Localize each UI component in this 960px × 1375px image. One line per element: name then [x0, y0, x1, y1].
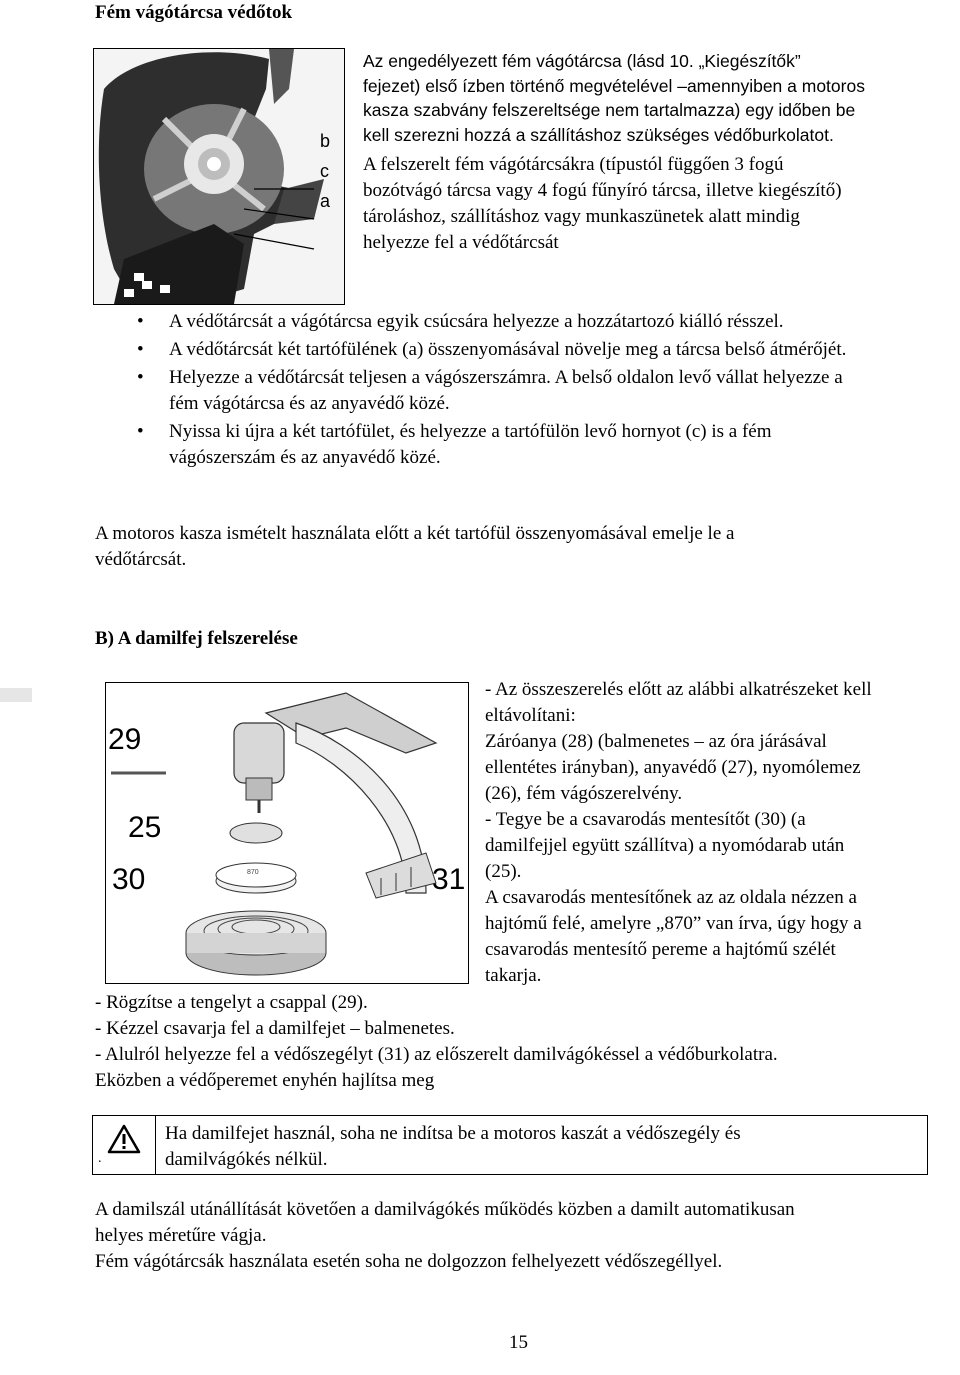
- closing-line: védőtárcsát.: [95, 549, 187, 570]
- instr-line: - Tegye be a csavarodás mentesítőt (30) (a: [485, 809, 806, 830]
- warning-line: damilvágókés nélkül.: [165, 1149, 328, 1170]
- instr-line: hajtómű felé, amelyre „870” van írva, úgy hogy a: [485, 913, 862, 934]
- instr-line: - Az összeszerelés előtt az alábbi alkatrészeket kell: [485, 679, 872, 700]
- final-line: Fém vágótárcsák használata esetén soha ne dolgozzon felhelyezett védőszegéllyel.: [95, 1251, 723, 1272]
- label-a: a: [320, 191, 331, 211]
- blade-guard-illustration: [94, 49, 344, 304]
- label-30: 30: [112, 863, 146, 896]
- step-line: - Rögzítse a tengelyt a csappal (29).: [95, 992, 368, 1013]
- label-c: c: [320, 161, 329, 181]
- instr-line: csavarodás mentesítő pereme a hajtómű szélét: [485, 939, 836, 960]
- step-line: - Kézzel csavarja fel a damilfejet – balmenetes.: [95, 1018, 455, 1039]
- bullet-item: • Helyezze a védőtárcsát teljesen a vágószerszámra. A belső oldalon levő vállat helyezze a fém vágótárcsa és az anyavédő közé.: [95, 365, 875, 417]
- para-line: A felszerelt fém vágótárcsákra (típustól függően 3 fogú: [363, 154, 784, 175]
- bullet-item: • A védőtárcsát a vágótárcsa egyik csúcsára helyezze a hozzátartozó kiálló résszel.: [95, 309, 875, 335]
- label-29: 29: [108, 723, 142, 756]
- margin-marker: [0, 688, 32, 702]
- intro-line: Az engedélyezett fém vágótárcsa (lásd 10. „Kiegészítők”: [363, 51, 801, 71]
- bullet-item: • A védőtárcsát két tartófülének (a) összenyomásával növelje meg a tárcsa belső átmérőjét.: [95, 337, 875, 363]
- final-paragraph: [95, 1197, 950, 1275]
- intro-line: kasza szabvány felszereltsége nem tartalmazza) egy időben be: [363, 100, 856, 120]
- instr-line: ellentétes irányban), anyavédő (27), nyomólemez: [485, 757, 861, 778]
- label-b: b: [320, 131, 331, 151]
- label-870: 870: [247, 869, 259, 876]
- instr-line: eltávolítani:: [485, 705, 576, 726]
- step-line: - Alulról helyezze fel a védőszegélyt (31) az előszerelt damilvágókéssel a védőburkolatra.: [95, 1044, 778, 1065]
- instr-line: damilfejjel együtt szállítva) a nyomódarab után: [485, 835, 845, 856]
- closing-paragraph: [95, 521, 945, 573]
- instr-line: takarja.: [485, 965, 542, 986]
- para-line: helyezze fel a védőtárcsát: [363, 232, 559, 253]
- final-line: A damilszál utánállítását követően a damilvágókés működés közben a damilt automatikusan: [95, 1199, 795, 1220]
- assembly-instructions: [485, 677, 946, 989]
- warning-line: Ha damilfejet használ, soha ne indítsa be a motoros kaszát a védőszegély és: [165, 1123, 741, 1144]
- blade-guard-photo: [93, 48, 345, 305]
- warning-text: [165, 1121, 920, 1173]
- section-title-metal-blade-guard: Fém vágótárcsa védőtok: [95, 2, 293, 23]
- instr-line: A csavarodás mentesítőnek az az oldala nézzen a: [485, 887, 857, 908]
- para-line: bozótvágó tárcsa vagy 4 fogú fűnyíró tárcsa, illetve kiegészítő): [363, 180, 842, 201]
- label-25: 25: [128, 811, 162, 844]
- final-line: helyes méretűre vágja.: [95, 1225, 267, 1246]
- instr-line: (26), fém vágószerelvény.: [485, 783, 683, 804]
- label-31: 31: [432, 863, 466, 896]
- section-title-line-head: B) A damilfej felszerelése: [95, 628, 298, 649]
- bullet-list: [95, 309, 875, 471]
- bullet-item: • Nyissa ki újra a két tartófület, és helyezze a tartófülön levő hornyot (c) is a fém vágószerszám és az anyavédő közé.: [95, 419, 875, 471]
- guard-usage-paragraph: [363, 152, 943, 256]
- step-line: Eközben a védőperemet enyhén hajlítsa meg: [95, 1070, 435, 1091]
- warning-mark: .: [98, 1151, 102, 1166]
- para-line: tároláshoz, szállításhoz vagy munkaszünetek alatt mindig: [363, 206, 800, 227]
- page-number: 15: [509, 1332, 528, 1353]
- closing-line: A motoros kasza ismételt használata előtt a két tartófül összenyomásával emelje le a: [95, 523, 735, 544]
- instr-line: Záróanya (28) (balmenetes – az óra járásával: [485, 731, 827, 752]
- warning-triangle-icon: [107, 1124, 141, 1154]
- intro-line: kell szerezni hozzá a szállításhoz szükséges védőburkolatot.: [363, 124, 834, 145]
- assembly-steps: [95, 990, 950, 1094]
- instr-line: (25).: [485, 861, 522, 882]
- intro-line: fejezet) első ízben történő megvételével –amennyiben a motoros: [363, 75, 865, 96]
- warning-box: [92, 1115, 928, 1175]
- line-head-diagram: [105, 682, 469, 984]
- intro-paragraph: [363, 49, 943, 147]
